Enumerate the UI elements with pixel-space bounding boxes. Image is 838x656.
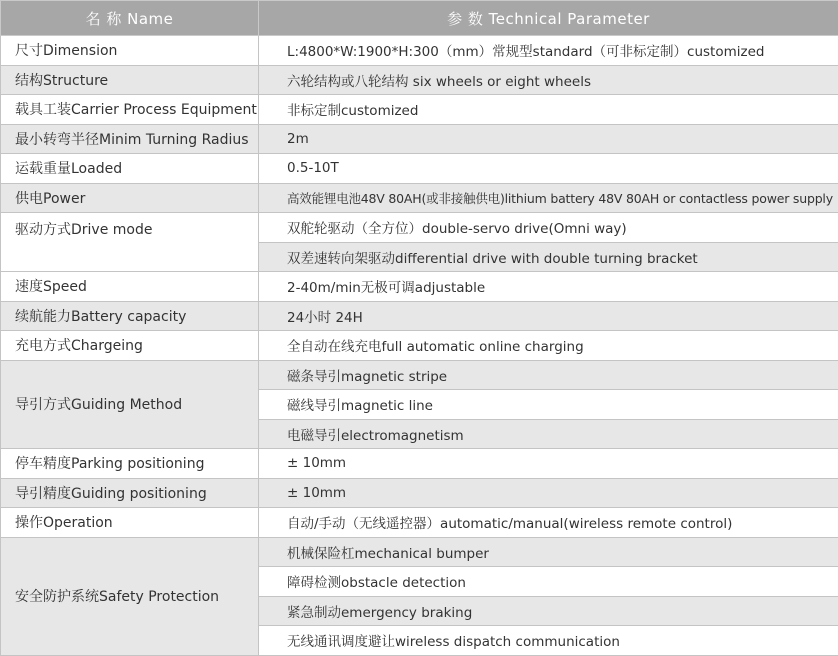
table-row-dimension: [1, 36, 838, 66]
table-row-power: [1, 183, 838, 213]
row-value: 无线通讯调度避让wireless dispatch communication: [259, 626, 838, 656]
row-name: 停车精度Parking positioning: [1, 449, 259, 479]
name-column-header: 名 称 Name: [1, 1, 259, 36]
table-row-loaded: [1, 154, 838, 184]
row-value: 24小时 24H: [259, 301, 838, 331]
table-header: [1, 1, 838, 36]
row-value: 磁线导引magnetic line: [259, 390, 838, 420]
row-name: 运载重量Loaded: [1, 154, 259, 184]
row-name: 尺寸Dimension: [1, 36, 259, 66]
row-value: 磁条导引magnetic stripe: [259, 360, 838, 390]
row-name: 结构Structure: [1, 65, 259, 95]
row-value: ± 10mm: [259, 449, 838, 479]
row-value: 2m: [259, 124, 838, 154]
row-name: 导引精度Guiding positioning: [1, 478, 259, 508]
row-name: 驱动方式Drive mode: [1, 213, 259, 272]
row-value: 0.5-10T: [259, 154, 838, 184]
row-name: 充电方式Chargeing: [1, 331, 259, 361]
table-row-carrier: [1, 95, 838, 125]
row-value: 双差速转向架驱动differential drive with double turning bracket: [259, 242, 838, 272]
row-name: 载具工装Carrier Process Equipment: [1, 95, 259, 125]
table-row-parking: [1, 449, 838, 479]
table-row-speed: [1, 272, 838, 302]
row-name: 速度Speed: [1, 272, 259, 302]
row-value: 障碍检测obstacle detection: [259, 567, 838, 597]
row-name: 最小转弯半径Minim Turning Radius: [1, 124, 259, 154]
table-row-operation: [1, 508, 838, 538]
row-value: L:4800*W:1900*H:300（mm）常规型standard（可非标定制）customized: [259, 36, 838, 66]
row-name: 续航能力Battery capacity: [1, 301, 259, 331]
row-value: 六轮结构或八轮结构 six wheels or eight wheels: [259, 65, 838, 95]
table-row-drive-mode: [1, 213, 838, 243]
row-value: 非标定制customized: [259, 95, 838, 125]
row-value: 自动/手动（无线遥控器）automatic/manual(wireless remote control): [259, 508, 838, 538]
row-value: 2-40m/min无极可调adjustable: [259, 272, 838, 302]
table-row-guiding-method: [1, 360, 838, 390]
row-value: ± 10mm: [259, 478, 838, 508]
row-name: 安全防护系统Safety Protection: [1, 537, 259, 655]
table-row-charging: [1, 331, 838, 361]
row-name: 导引方式Guiding Method: [1, 360, 259, 449]
row-value: 全自动在线充电full automatic online charging: [259, 331, 838, 361]
row-value: 电磁导引electromagnetism: [259, 419, 838, 449]
table-row-structure: [1, 65, 838, 95]
table-row-safety: [1, 537, 838, 567]
table-row-battery: [1, 301, 838, 331]
parameter-column-header: 参 数 Technical Parameter: [259, 1, 838, 36]
row-value: 机械保险杠mechanical bumper: [259, 537, 838, 567]
row-name: 操作Operation: [1, 508, 259, 538]
table-row-turning-radius: [1, 124, 838, 154]
row-value: 高效能锂电池48V 80AH(或非接触供电)lithium battery 48V 80AH or contactless power supply: [259, 183, 838, 213]
table-row-guiding-positioning: [1, 478, 838, 508]
row-name: 供电Power: [1, 183, 259, 213]
row-value: 紧急制动emergency braking: [259, 596, 838, 626]
row-value: 双舵轮驱动（全方位）double-servo drive(Omni way): [259, 213, 838, 243]
